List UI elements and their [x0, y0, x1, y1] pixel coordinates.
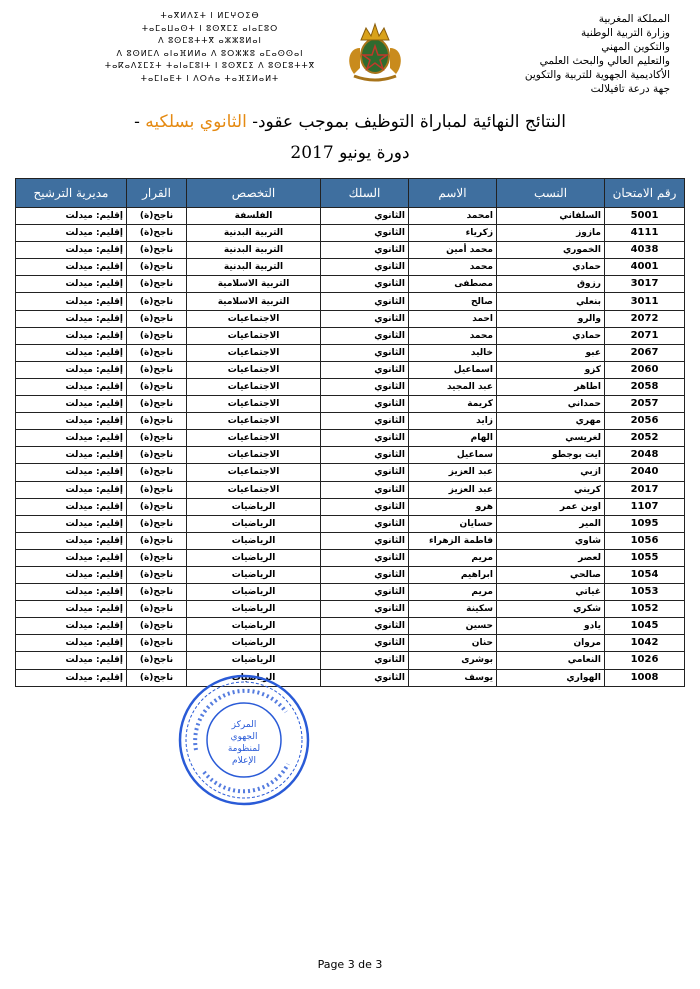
cell-directorate: إقليم: ميدلت — [16, 464, 127, 481]
table-row — [16, 378, 685, 395]
cell-cycle: الثانوي — [321, 584, 409, 601]
table-row — [16, 498, 685, 515]
table-row — [16, 532, 685, 549]
cell-family-name: مهري — [497, 413, 605, 430]
cell-specialty: التربية الاسلامية — [187, 293, 321, 310]
cell-exam-number: 1052 — [605, 601, 685, 618]
header-right-line: جهة درعة تافيلالت — [590, 83, 670, 95]
cell-specialty: التربية البدنية — [187, 225, 321, 242]
cell-exam-number: 2048 — [605, 447, 685, 464]
cell-cycle: الثانوي — [321, 549, 409, 566]
cell-specialty: الرياضيات — [187, 669, 321, 686]
cell-specialty: الاجتماعيات — [187, 327, 321, 344]
cell-family-name: ايت بوجطو — [497, 447, 605, 464]
cell-family-name: النعامي — [497, 652, 605, 669]
cell-decision: ناجح(ة) — [127, 635, 187, 652]
cell-family-name: الهواري — [497, 669, 605, 686]
col-header-specialty: التخصص — [187, 179, 321, 208]
cell-directorate: إقليم: ميدلت — [16, 635, 127, 652]
cell-directorate: إقليم: ميدلت — [16, 447, 127, 464]
cell-exam-number: 1056 — [605, 532, 685, 549]
cell-cycle: الثانوي — [321, 464, 409, 481]
cell-family-name: لغريسي — [497, 430, 605, 447]
cell-decision: ناجح(ة) — [127, 310, 187, 327]
table-row — [16, 464, 685, 481]
cell-decision: ناجح(ة) — [127, 447, 187, 464]
cell-specialty: الرياضيات — [187, 532, 321, 549]
table-row — [16, 618, 685, 635]
cell-cycle: الثانوي — [321, 310, 409, 327]
cell-cycle: الثانوي — [321, 635, 409, 652]
cell-first-name: سماعيل — [409, 447, 497, 464]
header-left-line: ⵜⴰⵎⴰⵡⴰⵙⵜ ⵏ ⵓⵙⴳⵎⵉ ⴰⵏⴰⵎⵓⵔ — [141, 23, 279, 33]
cell-specialty: التربية البدنية — [187, 259, 321, 276]
cell-directorate: إقليم: ميدلت — [16, 652, 127, 669]
cell-directorate: إقليم: ميدلت — [16, 327, 127, 344]
cell-decision: ناجح(ة) — [127, 566, 187, 583]
cell-specialty: الاجتماعيات — [187, 413, 321, 430]
table-row — [16, 430, 685, 447]
cell-family-name: ازبي — [497, 464, 605, 481]
header-left-line: ⴷ ⵓⵙⵍⵎⴷ ⴰⵏⴰⴼⵍⵍⴰ ⴷ ⵓⵔⵣⵣⵓ ⴰⵎⴰⵙⵙⴰⵏ — [116, 48, 304, 58]
cell-family-name: حمداني — [497, 396, 605, 413]
cell-decision: ناجح(ة) — [127, 276, 187, 293]
table-row — [16, 447, 685, 464]
table-row — [16, 584, 685, 601]
cell-first-name: عبد العزيز — [409, 481, 497, 498]
table-row — [16, 549, 685, 566]
cell-first-name: محمد — [409, 259, 497, 276]
table-row — [16, 259, 685, 276]
table-row — [16, 515, 685, 532]
cell-exam-number: 4038 — [605, 242, 685, 259]
cell-specialty: الرياضيات — [187, 584, 321, 601]
cell-exam-number: 1026 — [605, 652, 685, 669]
cell-first-name: امحمد — [409, 208, 497, 225]
header-left-line: ⴷ ⵓⵙⵎⵓⵜⵜⴳ ⴰⵣⵣⵓⵍⴰⵏ — [158, 36, 262, 45]
cell-first-name: خاليد — [409, 344, 497, 361]
cell-directorate: إقليم: ميدلت — [16, 413, 127, 430]
cell-decision: ناجح(ة) — [127, 669, 187, 686]
header-right-line: المملكة المغربية — [598, 13, 670, 25]
cell-family-name: يادو — [497, 618, 605, 635]
cell-first-name: يوسف — [409, 669, 497, 686]
col-header-exam-number: رقم الامتحان — [605, 179, 685, 208]
title-suffix: - — [134, 112, 146, 132]
cell-family-name: رزوق — [497, 276, 605, 293]
cell-cycle: الثانوي — [321, 276, 409, 293]
table-row — [16, 208, 685, 225]
cell-first-name: فاطمة الزهراء — [409, 532, 497, 549]
header-right-line: وزارة التربية الوطنية — [581, 27, 670, 39]
stamp-line: الإعلام — [232, 756, 256, 766]
cell-family-name: مروان — [497, 635, 605, 652]
cell-specialty: التربية البدنية — [187, 242, 321, 259]
cell-exam-number: 2067 — [605, 344, 685, 361]
cell-directorate: إقليم: ميدلت — [16, 481, 127, 498]
cell-first-name: الهام — [409, 430, 497, 447]
cell-specialty: الاجتماعيات — [187, 310, 321, 327]
cell-exam-number: 2056 — [605, 413, 685, 430]
cell-specialty: الاجتماعيات — [187, 378, 321, 395]
cell-first-name: مريم — [409, 549, 497, 566]
cell-first-name: حنان — [409, 635, 497, 652]
cell-specialty: الاجتماعيات — [187, 396, 321, 413]
header-right-block — [455, 12, 670, 96]
col-header-directorate: مديرية الترشيح — [16, 179, 127, 208]
cell-directorate: إقليم: ميدلت — [16, 669, 127, 686]
official-stamp-icon — [176, 672, 312, 808]
title-highlight: الثانوي بسلكيه — [145, 112, 247, 132]
page-footer: Page 3 de 3 — [317, 958, 383, 971]
cell-family-name: بنعلي — [497, 293, 605, 310]
cell-specialty: الرياضيات — [187, 652, 321, 669]
cell-exam-number: 2040 — [605, 464, 685, 481]
cell-directorate: إقليم: ميدلت — [16, 532, 127, 549]
cell-exam-number: 1055 — [605, 549, 685, 566]
cell-exam-number: 5001 — [605, 208, 685, 225]
cell-family-name: السلفاني — [497, 208, 605, 225]
cell-cycle: الثانوي — [321, 361, 409, 378]
cell-family-name: شكري — [497, 601, 605, 618]
table-row — [16, 310, 685, 327]
cell-decision: ناجح(ة) — [127, 225, 187, 242]
cell-first-name: حسين — [409, 618, 497, 635]
cell-cycle: الثانوي — [321, 378, 409, 395]
cell-exam-number: 2058 — [605, 378, 685, 395]
cell-directorate: إقليم: ميدلت — [16, 310, 127, 327]
cell-family-name: اطاهر — [497, 378, 605, 395]
cell-family-name: لعصر — [497, 549, 605, 566]
results-table — [15, 178, 685, 687]
cell-specialty: الاجتماعيات — [187, 481, 321, 498]
cell-exam-number: 2017 — [605, 481, 685, 498]
royal-emblem-icon — [340, 18, 410, 84]
cell-decision: ناجح(ة) — [127, 208, 187, 225]
cell-first-name: زايد — [409, 413, 497, 430]
cell-decision: ناجح(ة) — [127, 430, 187, 447]
cell-specialty: الاجتماعيات — [187, 361, 321, 378]
stamp-line: الجهوي — [230, 732, 258, 742]
cell-family-name: كزو — [497, 361, 605, 378]
cell-exam-number: 1095 — [605, 515, 685, 532]
cell-directorate: إقليم: ميدلت — [16, 601, 127, 618]
cell-first-name: سكينة — [409, 601, 497, 618]
cell-decision: ناجح(ة) — [127, 344, 187, 361]
cell-exam-number: 2072 — [605, 310, 685, 327]
table-row — [16, 327, 685, 344]
cell-directorate: إقليم: ميدلت — [16, 293, 127, 310]
cell-cycle: الثانوي — [321, 327, 409, 344]
cell-decision: ناجح(ة) — [127, 327, 187, 344]
cell-exam-number: 3017 — [605, 276, 685, 293]
table-row — [16, 669, 685, 686]
table-row — [16, 601, 685, 618]
cell-specialty: الاجتماعيات — [187, 447, 321, 464]
cell-cycle: الثانوي — [321, 618, 409, 635]
cell-directorate: إقليم: ميدلت — [16, 396, 127, 413]
cell-family-name: عبو — [497, 344, 605, 361]
title-main: النتائج النهائية لمباراة التوظيف بموجب عقود- — [246, 112, 566, 132]
cell-specialty: الاجتماعيات — [187, 344, 321, 361]
cell-exam-number: 1053 — [605, 584, 685, 601]
cell-first-name: هرو — [409, 498, 497, 515]
cell-directorate: إقليم: ميدلت — [16, 242, 127, 259]
cell-decision: ناجح(ة) — [127, 259, 187, 276]
col-header-family-name: النسب — [497, 179, 605, 208]
cell-family-name: شاوي — [497, 532, 605, 549]
cell-exam-number: 1042 — [605, 635, 685, 652]
col-header-decision: القرار — [127, 179, 187, 208]
cell-first-name: مريم — [409, 584, 497, 601]
cell-decision: ناجح(ة) — [127, 515, 187, 532]
cell-specialty: الرياضيات — [187, 601, 321, 618]
cell-decision: ناجح(ة) — [127, 242, 187, 259]
cell-cycle: الثانوي — [321, 652, 409, 669]
session-title: دورة يونيو 2017 — [290, 143, 410, 163]
cell-decision: ناجح(ة) — [127, 532, 187, 549]
cell-cycle: الثانوي — [321, 208, 409, 225]
cell-decision: ناجح(ة) — [127, 396, 187, 413]
cell-directorate: إقليم: ميدلت — [16, 276, 127, 293]
cell-directorate: إقليم: ميدلت — [16, 208, 127, 225]
cell-directorate: إقليم: ميدلت — [16, 515, 127, 532]
cell-decision: ناجح(ة) — [127, 584, 187, 601]
cell-cycle: الثانوي — [321, 293, 409, 310]
cell-cycle: الثانوي — [321, 532, 409, 549]
cell-family-name: اوبن عمر — [497, 498, 605, 515]
cell-decision: ناجح(ة) — [127, 361, 187, 378]
cell-decision: ناجح(ة) — [127, 293, 187, 310]
cell-first-name: اسماعيل — [409, 361, 497, 378]
cell-exam-number: 1045 — [605, 618, 685, 635]
cell-cycle: الثانوي — [321, 498, 409, 515]
cell-cycle: الثانوي — [321, 601, 409, 618]
cell-cycle: الثانوي — [321, 515, 409, 532]
cell-directorate: إقليم: ميدلت — [16, 344, 127, 361]
cell-family-name: حمادي — [497, 259, 605, 276]
cell-directorate: إقليم: ميدلت — [16, 549, 127, 566]
cell-first-name: محمد — [409, 327, 497, 344]
cell-specialty: الرياضيات — [187, 618, 321, 635]
table-row — [16, 276, 685, 293]
cell-exam-number: 2057 — [605, 396, 685, 413]
cell-specialty: الاجتماعيات — [187, 464, 321, 481]
cell-directorate: إقليم: ميدلت — [16, 566, 127, 583]
cell-exam-number: 2071 — [605, 327, 685, 344]
cell-family-name: المير — [497, 515, 605, 532]
cell-directorate: إقليم: ميدلت — [16, 378, 127, 395]
cell-specialty: الرياضيات — [187, 498, 321, 515]
cell-family-name: كريني — [497, 481, 605, 498]
cell-first-name: صالح — [409, 293, 497, 310]
cell-cycle: الثانوي — [321, 259, 409, 276]
cell-decision: ناجح(ة) — [127, 498, 187, 515]
cell-cycle: الثانوي — [321, 396, 409, 413]
cell-first-name: احمد — [409, 310, 497, 327]
cell-specialty: الرياضيات — [187, 566, 321, 583]
table-row — [16, 396, 685, 413]
cell-cycle: الثانوي — [321, 242, 409, 259]
cell-specialty: التربية الاسلامية — [187, 276, 321, 293]
table-row — [16, 344, 685, 361]
stamp-line: لمنظومة — [227, 744, 261, 754]
cell-first-name: زكرياء — [409, 225, 497, 242]
cell-decision: ناجح(ة) — [127, 464, 187, 481]
cell-family-name: والرو — [497, 310, 605, 327]
cell-directorate: إقليم: ميدلت — [16, 618, 127, 635]
cell-exam-number: 1107 — [605, 498, 685, 515]
table-header — [16, 179, 685, 208]
table-row — [16, 242, 685, 259]
cell-cycle: الثانوي — [321, 225, 409, 242]
cell-cycle: الثانوي — [321, 566, 409, 583]
cell-directorate: إقليم: ميدلت — [16, 498, 127, 515]
cell-first-name: بوشرى — [409, 652, 497, 669]
header-left-line: ⵜⴰⵎⵏⴰⴹⵜ ⵏ ⴷⵔⵄⴰ ⵜⴰⴼⵉⵍⴰⵍⵜ — [140, 73, 280, 83]
cell-cycle: الثانوي — [321, 430, 409, 447]
cell-first-name: مصطفى — [409, 276, 497, 293]
cell-specialty: الاجتماعيات — [187, 430, 321, 447]
cell-family-name: صالحي — [497, 566, 605, 583]
stamp-line: المركز — [231, 720, 257, 730]
page-title — [0, 112, 700, 132]
cell-directorate: إقليم: ميدلت — [16, 584, 127, 601]
cell-exam-number: 4111 — [605, 225, 685, 242]
header-right-line: والتعليم العالي والبحث العلمي — [539, 55, 670, 67]
cell-cycle: الثانوي — [321, 447, 409, 464]
cell-specialty: الرياضيات — [187, 635, 321, 652]
cell-exam-number: 1054 — [605, 566, 685, 583]
header-left-line: ⵜⴰⴳⵍⴷⵉⵜ ⵏ ⵍⵎⵖⵔⵉⴱ — [160, 11, 260, 20]
cell-family-name: الخموري — [497, 242, 605, 259]
header-right-line: الأكاديمية الجهوية للتربية والتكوين — [524, 69, 670, 81]
cell-specialty: الرياضيات — [187, 549, 321, 566]
cell-family-name: حمادي — [497, 327, 605, 344]
col-header-cycle: السلك — [321, 179, 409, 208]
cell-family-name: غياتي — [497, 584, 605, 601]
cell-first-name: كريمة — [409, 396, 497, 413]
cell-first-name: عبد المجيد — [409, 378, 497, 395]
cell-decision: ناجح(ة) — [127, 618, 187, 635]
col-header-first-name: الاسم — [409, 179, 497, 208]
header-right-line: والتكوين المهني — [601, 41, 670, 53]
table-row — [16, 293, 685, 310]
table-row — [16, 361, 685, 378]
cell-directorate: إقليم: ميدلت — [16, 259, 127, 276]
cell-exam-number: 2060 — [605, 361, 685, 378]
cell-directorate: إقليم: ميدلت — [16, 361, 127, 378]
cell-exam-number: 1008 — [605, 669, 685, 686]
cell-decision: ناجح(ة) — [127, 549, 187, 566]
header-left-block — [90, 10, 330, 85]
table-row — [16, 566, 685, 583]
table-row — [16, 652, 685, 669]
cell-cycle: الثانوي — [321, 344, 409, 361]
table-row — [16, 225, 685, 242]
cell-decision: ناجح(ة) — [127, 601, 187, 618]
cell-cycle: الثانوي — [321, 669, 409, 686]
cell-specialty: الرياضيات — [187, 515, 321, 532]
cell-family-name: مازوز — [497, 225, 605, 242]
header-left-line: ⵜⴰⴽⴰⴷⵉⵎⵉⵜ ⵜⴰⵏⴰⵎⵓⵏⵜ ⵏ ⵓⵙⴳⵎⵉ ⴷ ⵓⵙⵎⵓⵜⵜⴳ — [104, 61, 316, 70]
table-row — [16, 413, 685, 430]
table-row — [16, 481, 685, 498]
cell-decision: ناجح(ة) — [127, 378, 187, 395]
cell-first-name: ابراهيم — [409, 566, 497, 583]
cell-exam-number: 2052 — [605, 430, 685, 447]
cell-specialty: الفلسفة — [187, 208, 321, 225]
table-body — [16, 208, 685, 687]
cell-directorate: إقليم: ميدلت — [16, 225, 127, 242]
table-row — [16, 635, 685, 652]
cell-decision: ناجح(ة) — [127, 481, 187, 498]
cell-cycle: الثانوي — [321, 413, 409, 430]
cell-exam-number: 4001 — [605, 259, 685, 276]
cell-decision: ناجح(ة) — [127, 413, 187, 430]
cell-cycle: الثانوي — [321, 481, 409, 498]
cell-first-name: حسايان — [409, 515, 497, 532]
cell-first-name: محمد أمين — [409, 242, 497, 259]
cell-exam-number: 3011 — [605, 293, 685, 310]
cell-decision: ناجح(ة) — [127, 652, 187, 669]
cell-first-name: عبد العزيز — [409, 464, 497, 481]
cell-directorate: إقليم: ميدلت — [16, 430, 127, 447]
